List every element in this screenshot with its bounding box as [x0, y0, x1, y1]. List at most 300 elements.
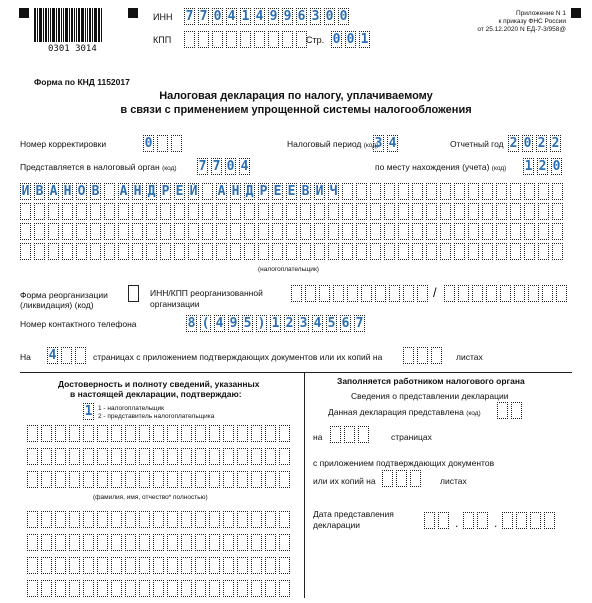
char-cell[interactable] — [125, 471, 136, 488]
char-cell[interactable] — [440, 243, 451, 260]
char-cell[interactable] — [286, 223, 297, 240]
char-cell[interactable] — [314, 223, 325, 240]
char-cell[interactable] — [76, 243, 87, 260]
char-cell[interactable] — [502, 512, 513, 529]
char-cell[interactable] — [125, 557, 136, 574]
char-cell[interactable] — [552, 243, 563, 260]
char-cell[interactable] — [556, 285, 567, 302]
char-cell[interactable] — [398, 223, 409, 240]
char-cell[interactable] — [97, 534, 108, 551]
char-cell[interactable] — [384, 203, 395, 220]
char-cell[interactable]: 2 — [509, 136, 518, 151]
char-cell[interactable]: 1 — [241, 9, 250, 24]
char-cell[interactable] — [195, 580, 206, 597]
char-cell[interactable] — [153, 580, 164, 597]
char-cell[interactable]: А — [119, 184, 128, 199]
char-cell[interactable] — [328, 243, 339, 260]
char-cell[interactable] — [27, 425, 38, 442]
char-cell[interactable] — [251, 448, 262, 465]
char-cell[interactable] — [384, 243, 395, 260]
char-cell[interactable]: 7 — [355, 316, 364, 331]
char-cell[interactable] — [125, 580, 136, 597]
char-cell[interactable] — [486, 285, 497, 302]
char-cell[interactable]: Р — [161, 184, 170, 199]
char-cell[interactable] — [424, 512, 435, 529]
char-cell[interactable] — [27, 580, 38, 597]
char-cell[interactable]: 0 — [144, 136, 153, 151]
char-cell[interactable] — [104, 243, 115, 260]
char-cell[interactable] — [496, 243, 507, 260]
char-cell[interactable] — [300, 203, 311, 220]
char-cell[interactable] — [370, 223, 381, 240]
pages-cells[interactable] — [47, 347, 89, 364]
char-cell[interactable] — [272, 203, 283, 220]
char-cell[interactable] — [265, 534, 276, 551]
char-cell[interactable] — [69, 425, 80, 442]
char-cell[interactable] — [139, 471, 150, 488]
char-cell[interactable] — [160, 203, 171, 220]
char-cell[interactable] — [181, 448, 192, 465]
char-cell[interactable] — [344, 426, 355, 443]
char-cell[interactable] — [139, 557, 150, 574]
reorg-kpp-cells[interactable] — [444, 285, 570, 302]
char-cell[interactable] — [83, 580, 94, 597]
char-cell[interactable] — [188, 203, 199, 220]
char-cell[interactable] — [157, 135, 168, 152]
char-cell[interactable] — [237, 448, 248, 465]
char-cell[interactable] — [153, 534, 164, 551]
char-cell[interactable] — [258, 243, 269, 260]
char-cell[interactable] — [41, 580, 52, 597]
char-cell[interactable] — [477, 512, 488, 529]
char-cell[interactable] — [342, 223, 353, 240]
char-cell[interactable] — [510, 223, 521, 240]
char-cell[interactable] — [97, 580, 108, 597]
char-cell[interactable] — [370, 243, 381, 260]
char-cell[interactable] — [319, 285, 330, 302]
period-cells[interactable] — [373, 135, 401, 152]
char-cell[interactable] — [440, 223, 451, 240]
char-cell[interactable] — [146, 243, 157, 260]
char-cell[interactable] — [426, 223, 437, 240]
char-cell[interactable] — [34, 223, 45, 240]
char-cell[interactable] — [237, 471, 248, 488]
char-cell[interactable] — [209, 511, 220, 528]
char-cell[interactable]: 1 — [84, 404, 93, 419]
char-cell[interactable] — [272, 243, 283, 260]
char-cell[interactable] — [538, 203, 549, 220]
char-cell[interactable] — [468, 183, 479, 200]
char-cell[interactable] — [153, 471, 164, 488]
char-cell[interactable] — [237, 580, 248, 597]
char-cell[interactable]: 0 — [339, 9, 348, 24]
char-cell[interactable] — [75, 347, 86, 364]
char-cell[interactable] — [382, 470, 393, 487]
char-cell[interactable]: Н — [133, 184, 142, 199]
char-cell[interactable] — [286, 243, 297, 260]
char-cell[interactable] — [69, 534, 80, 551]
reorg-form-cells[interactable] — [128, 285, 142, 302]
char-cell[interactable] — [27, 471, 38, 488]
char-cell[interactable] — [412, 243, 423, 260]
char-cell[interactable] — [111, 425, 122, 442]
char-cell[interactable] — [279, 425, 290, 442]
char-cell[interactable] — [181, 534, 192, 551]
char-cell[interactable] — [171, 135, 182, 152]
char-cell[interactable] — [279, 580, 290, 597]
char-cell[interactable] — [48, 243, 59, 260]
char-cell[interactable] — [398, 203, 409, 220]
char-cell[interactable] — [454, 203, 465, 220]
char-cell[interactable] — [223, 580, 234, 597]
char-cell[interactable] — [174, 203, 185, 220]
char-cell[interactable] — [230, 223, 241, 240]
inn-cells[interactable] — [184, 8, 352, 25]
char-cell[interactable] — [412, 183, 423, 200]
char-cell[interactable] — [500, 285, 511, 302]
char-cell[interactable] — [83, 471, 94, 488]
char-cell[interactable] — [265, 425, 276, 442]
char-cell[interactable] — [27, 534, 38, 551]
char-cell[interactable] — [342, 203, 353, 220]
char-cell[interactable] — [482, 223, 493, 240]
char-cell[interactable] — [223, 471, 234, 488]
char-cell[interactable] — [61, 347, 72, 364]
char-cell[interactable] — [538, 223, 549, 240]
char-cell[interactable]: 2 — [285, 316, 294, 331]
char-cell[interactable] — [472, 285, 483, 302]
date-month-cells[interactable] — [463, 512, 491, 529]
char-cell[interactable]: 6 — [341, 316, 350, 331]
char-cell[interactable] — [20, 223, 31, 240]
char-cell[interactable] — [195, 557, 206, 574]
char-cell[interactable] — [167, 511, 178, 528]
char-cell[interactable]: 1 — [360, 32, 369, 47]
char-cell[interactable] — [514, 285, 525, 302]
char-cell[interactable] — [342, 243, 353, 260]
char-cell[interactable] — [27, 557, 38, 574]
char-cell[interactable] — [482, 243, 493, 260]
char-cell[interactable] — [216, 223, 227, 240]
char-cell[interactable] — [516, 512, 527, 529]
char-cell[interactable]: И — [315, 184, 324, 199]
char-cell[interactable] — [202, 223, 213, 240]
char-cell[interactable] — [132, 203, 143, 220]
char-cell[interactable]: 4 — [227, 9, 236, 24]
char-cell[interactable] — [27, 448, 38, 465]
char-cell[interactable] — [482, 203, 493, 220]
char-cell[interactable] — [69, 471, 80, 488]
char-cell[interactable] — [279, 511, 290, 528]
char-cell[interactable] — [27, 511, 38, 528]
char-cell[interactable] — [265, 580, 276, 597]
char-cell[interactable] — [167, 534, 178, 551]
char-cell[interactable] — [139, 534, 150, 551]
char-cell[interactable] — [240, 31, 251, 48]
char-cell[interactable] — [216, 243, 227, 260]
char-cell[interactable] — [139, 425, 150, 442]
char-cell[interactable] — [160, 243, 171, 260]
char-cell[interactable] — [41, 471, 52, 488]
char-cell[interactable] — [384, 183, 395, 200]
char-cell[interactable] — [41, 448, 52, 465]
char-cell[interactable] — [62, 203, 73, 220]
char-cell[interactable] — [55, 448, 66, 465]
char-cell[interactable]: 0 — [346, 32, 355, 47]
char-cell[interactable] — [153, 448, 164, 465]
char-cell[interactable] — [83, 448, 94, 465]
char-cell[interactable] — [209, 534, 220, 551]
char-cell[interactable] — [90, 203, 101, 220]
date-day-cells[interactable] — [424, 512, 452, 529]
char-cell[interactable]: А — [49, 184, 58, 199]
char-cell[interactable]: 7 — [212, 159, 221, 174]
char-cell[interactable]: Д — [147, 184, 156, 199]
char-cell[interactable] — [403, 347, 414, 364]
char-cell[interactable] — [530, 512, 541, 529]
char-cell[interactable] — [552, 203, 563, 220]
char-cell[interactable] — [251, 511, 262, 528]
char-cell[interactable] — [237, 425, 248, 442]
char-cell[interactable] — [328, 223, 339, 240]
char-cell[interactable] — [128, 285, 139, 302]
char-cell[interactable] — [167, 580, 178, 597]
char-cell[interactable]: 9 — [269, 9, 278, 24]
char-cell[interactable]: Й — [189, 184, 198, 199]
char-cell[interactable] — [268, 31, 279, 48]
char-cell[interactable] — [458, 285, 469, 302]
char-cell[interactable] — [146, 223, 157, 240]
char-cell[interactable] — [314, 203, 325, 220]
char-cell[interactable] — [398, 183, 409, 200]
char-cell[interactable]: 9 — [229, 316, 238, 331]
char-cell[interactable]: 4 — [240, 159, 249, 174]
char-cell[interactable] — [55, 580, 66, 597]
char-cell[interactable] — [181, 471, 192, 488]
char-cell[interactable] — [125, 448, 136, 465]
char-cell[interactable] — [55, 425, 66, 442]
date-year-cells[interactable] — [502, 512, 558, 529]
char-cell[interactable] — [125, 425, 136, 442]
char-cell[interactable] — [552, 183, 563, 200]
authority-cells[interactable] — [197, 158, 253, 175]
char-cell[interactable] — [356, 183, 367, 200]
char-cell[interactable]: В — [301, 184, 310, 199]
char-cell[interactable] — [528, 285, 539, 302]
char-cell[interactable] — [202, 203, 213, 220]
char-cell[interactable] — [111, 557, 122, 574]
char-cell[interactable] — [438, 512, 449, 529]
char-cell[interactable]: 0 — [213, 9, 222, 24]
char-cell[interactable] — [202, 243, 213, 260]
char-cell[interactable] — [153, 425, 164, 442]
char-cell[interactable] — [104, 203, 115, 220]
char-cell[interactable] — [153, 557, 164, 574]
char-cell[interactable] — [111, 511, 122, 528]
char-cell[interactable] — [440, 183, 451, 200]
char-cell[interactable]: 2 — [537, 136, 546, 151]
right-sheets-cells[interactable] — [382, 470, 424, 487]
char-cell[interactable] — [181, 580, 192, 597]
char-cell[interactable]: Д — [245, 184, 254, 199]
char-cell[interactable]: А — [217, 184, 226, 199]
char-cell[interactable]: Е — [175, 184, 184, 199]
char-cell[interactable] — [538, 183, 549, 200]
char-cell[interactable] — [160, 223, 171, 240]
char-cell[interactable] — [20, 243, 31, 260]
char-cell[interactable]: 1 — [271, 316, 280, 331]
char-cell[interactable] — [468, 243, 479, 260]
char-cell[interactable]: И — [21, 184, 30, 199]
char-cell[interactable] — [356, 203, 367, 220]
char-cell[interactable] — [410, 470, 421, 487]
char-cell[interactable]: 4 — [48, 348, 57, 363]
char-cell[interactable]: 2 — [551, 136, 560, 151]
char-cell[interactable] — [174, 243, 185, 260]
char-cell[interactable] — [279, 448, 290, 465]
char-cell[interactable] — [226, 31, 237, 48]
char-cell[interactable] — [454, 243, 465, 260]
char-cell[interactable]: Е — [273, 184, 282, 199]
char-cell[interactable] — [139, 448, 150, 465]
char-cell[interactable] — [398, 243, 409, 260]
char-cell[interactable]: ) — [257, 316, 266, 331]
char-cell[interactable] — [389, 285, 400, 302]
char-cell[interactable] — [265, 448, 276, 465]
char-cell[interactable] — [104, 223, 115, 240]
char-cell[interactable] — [209, 471, 220, 488]
char-cell[interactable] — [202, 183, 213, 200]
char-cell[interactable] — [195, 425, 206, 442]
char-cell[interactable]: 6 — [297, 9, 306, 24]
char-cell[interactable] — [69, 557, 80, 574]
char-cell[interactable] — [83, 534, 94, 551]
char-cell[interactable] — [265, 471, 276, 488]
char-cell[interactable] — [41, 534, 52, 551]
char-cell[interactable] — [524, 203, 535, 220]
char-cell[interactable] — [167, 471, 178, 488]
char-cell[interactable]: 0 — [332, 32, 341, 47]
char-cell[interactable]: 4 — [215, 316, 224, 331]
char-cell[interactable] — [195, 448, 206, 465]
char-cell[interactable] — [511, 402, 522, 419]
char-cell[interactable] — [482, 183, 493, 200]
char-cell[interactable] — [97, 557, 108, 574]
char-cell[interactable] — [342, 183, 353, 200]
char-cell[interactable] — [209, 448, 220, 465]
signer-name-grid[interactable] — [27, 425, 293, 494]
page-cells[interactable] — [331, 31, 373, 48]
char-cell[interactable] — [412, 223, 423, 240]
sheets-cells[interactable] — [403, 347, 445, 364]
signer-type-cells[interactable] — [83, 403, 97, 420]
char-cell[interactable] — [167, 557, 178, 574]
char-cell[interactable] — [542, 285, 553, 302]
char-cell[interactable] — [41, 557, 52, 574]
char-cell[interactable] — [230, 243, 241, 260]
char-cell[interactable] — [223, 557, 234, 574]
char-cell[interactable] — [167, 448, 178, 465]
char-cell[interactable] — [198, 31, 209, 48]
char-cell[interactable] — [356, 223, 367, 240]
presented-code-cells[interactable] — [497, 402, 525, 419]
char-cell[interactable]: 4 — [388, 136, 397, 151]
char-cell[interactable] — [118, 243, 129, 260]
char-cell[interactable] — [510, 203, 521, 220]
char-cell[interactable] — [20, 203, 31, 220]
char-cell[interactable] — [244, 203, 255, 220]
char-cell[interactable] — [279, 534, 290, 551]
char-cell[interactable] — [90, 243, 101, 260]
char-cell[interactable] — [254, 31, 265, 48]
char-cell[interactable] — [300, 243, 311, 260]
char-cell[interactable] — [237, 534, 248, 551]
char-cell[interactable] — [282, 31, 293, 48]
year-cells[interactable] — [508, 135, 564, 152]
char-cell[interactable] — [468, 223, 479, 240]
correction-cells[interactable] — [143, 135, 185, 152]
char-cell[interactable] — [403, 285, 414, 302]
char-cell[interactable] — [361, 285, 372, 302]
char-cell[interactable] — [347, 285, 358, 302]
char-cell[interactable] — [244, 223, 255, 240]
char-cell[interactable]: 9 — [283, 9, 292, 24]
right-pages-cells[interactable] — [330, 426, 372, 443]
char-cell[interactable]: О — [77, 184, 86, 199]
char-cell[interactable] — [272, 223, 283, 240]
char-cell[interactable] — [496, 183, 507, 200]
char-cell[interactable] — [524, 223, 535, 240]
char-cell[interactable] — [412, 203, 423, 220]
char-cell[interactable]: 5 — [327, 316, 336, 331]
char-cell[interactable] — [184, 31, 195, 48]
char-cell[interactable] — [62, 243, 73, 260]
representative-name-grid[interactable] — [27, 511, 293, 603]
char-cell[interactable] — [195, 511, 206, 528]
char-cell[interactable] — [181, 511, 192, 528]
char-cell[interactable] — [468, 203, 479, 220]
char-cell[interactable]: 4 — [255, 9, 264, 24]
char-cell[interactable] — [195, 534, 206, 551]
char-cell[interactable]: 0 — [325, 9, 334, 24]
char-cell[interactable] — [55, 471, 66, 488]
char-cell[interactable] — [62, 223, 73, 240]
char-cell[interactable] — [223, 534, 234, 551]
char-cell[interactable] — [251, 471, 262, 488]
char-cell[interactable] — [426, 183, 437, 200]
char-cell[interactable] — [83, 511, 94, 528]
char-cell[interactable] — [111, 471, 122, 488]
char-cell[interactable] — [209, 557, 220, 574]
char-cell[interactable]: Ч — [329, 184, 338, 199]
char-cell[interactable] — [510, 183, 521, 200]
char-cell[interactable] — [97, 471, 108, 488]
char-cell[interactable] — [444, 285, 455, 302]
char-cell[interactable]: ( — [201, 316, 210, 331]
char-cell[interactable] — [181, 425, 192, 442]
char-cell[interactable] — [48, 223, 59, 240]
char-cell[interactable] — [251, 425, 262, 442]
char-cell[interactable] — [146, 203, 157, 220]
char-cell[interactable] — [223, 448, 234, 465]
char-cell[interactable] — [118, 223, 129, 240]
char-cell[interactable] — [426, 243, 437, 260]
location-cells[interactable] — [523, 158, 565, 175]
char-cell[interactable]: 7 — [185, 9, 194, 24]
char-cell[interactable]: В — [35, 184, 44, 199]
char-cell[interactable] — [55, 557, 66, 574]
char-cell[interactable] — [251, 534, 262, 551]
